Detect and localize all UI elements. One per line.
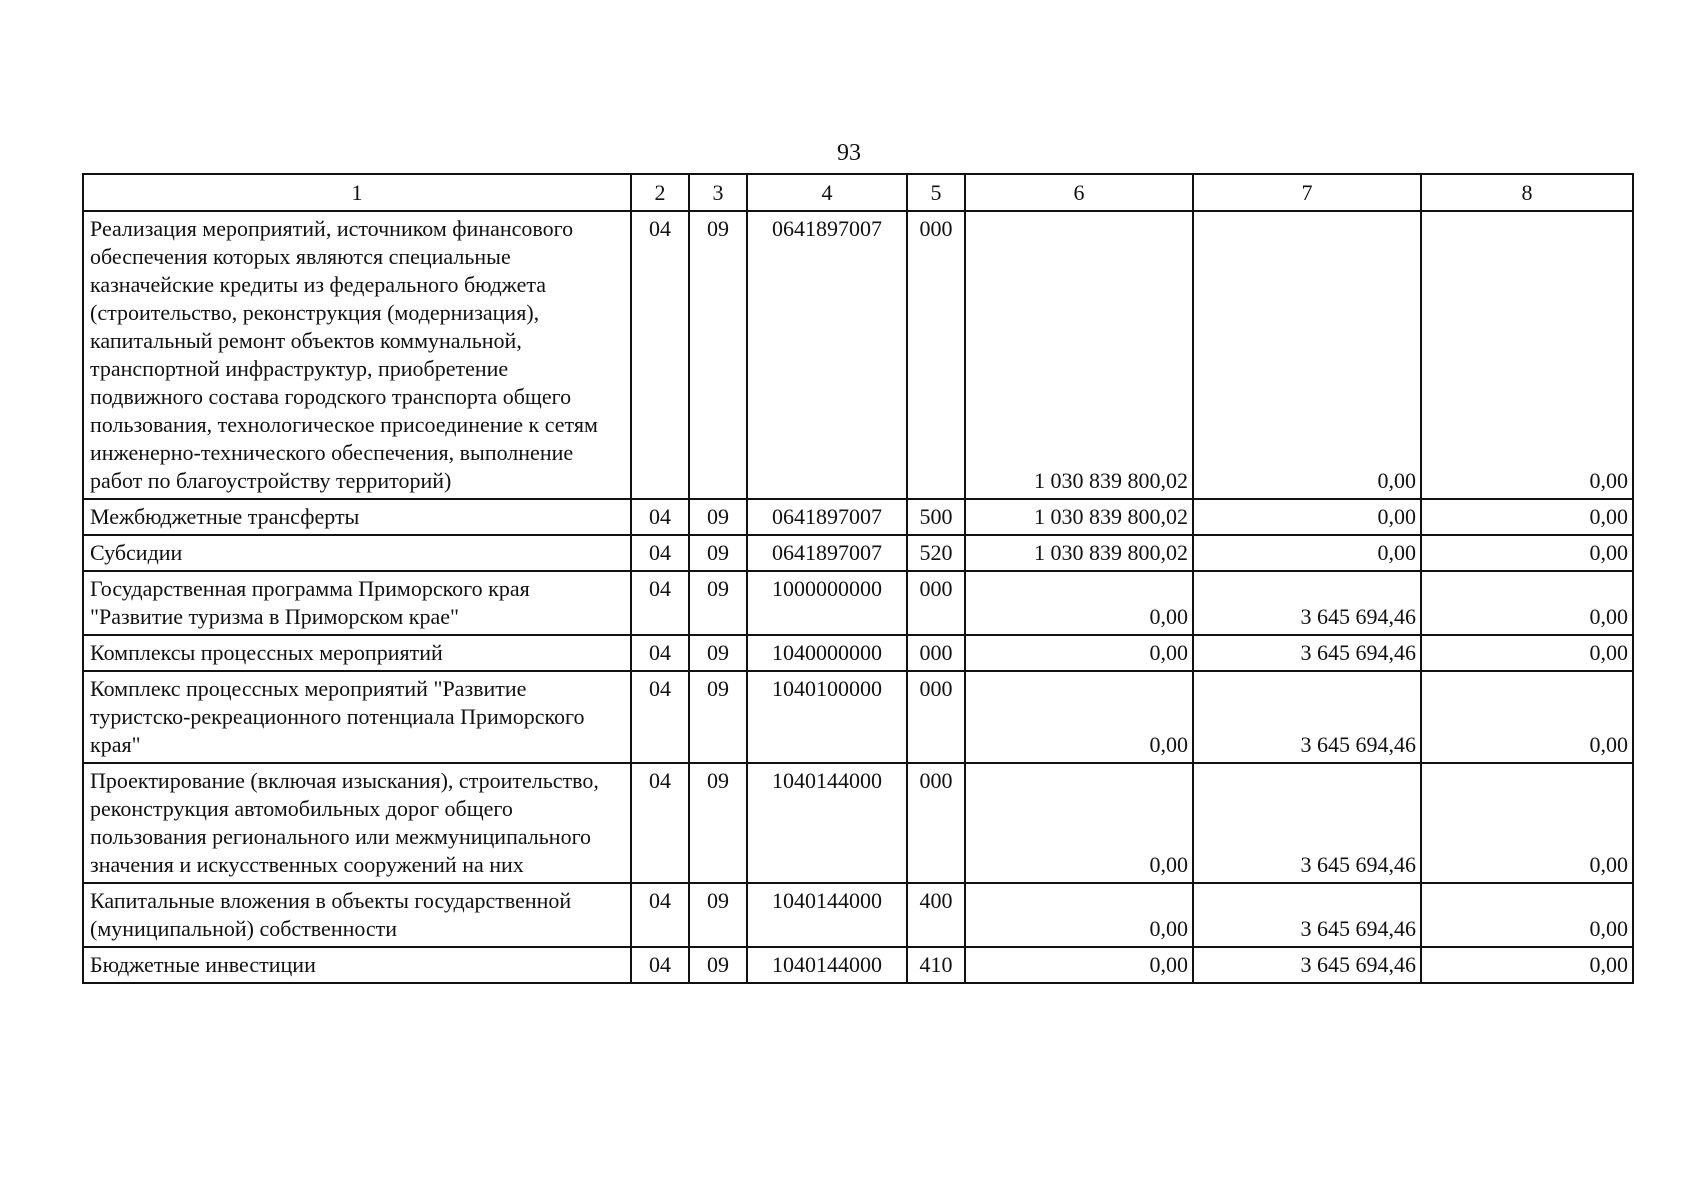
row-name: Проектирование (включая изыскания), строительство, реконструкция автомобильных дорог общего пользования регионального или межмуниципального значения и искусственных сооружений на них [83, 763, 631, 883]
amount-col8: 0,00 [1421, 763, 1633, 883]
amount-col6: 0,00 [965, 883, 1193, 947]
table-row [83, 211, 1633, 499]
table-row [83, 671, 1633, 763]
amount-col8: 0,00 [1421, 211, 1633, 499]
budget-table [82, 173, 1634, 984]
subsection-code: 09 [689, 763, 747, 883]
amount-col6: 0,00 [965, 947, 1193, 983]
expense-type-code: 000 [907, 671, 965, 763]
column-header: 6 [965, 174, 1193, 211]
table-row [83, 947, 1633, 983]
header-row [83, 174, 1633, 211]
target-article-code: 1040144000 [747, 883, 907, 947]
column-header: 8 [1421, 174, 1633, 211]
section-code: 04 [631, 211, 689, 499]
amount-col7: 0,00 [1193, 535, 1421, 571]
expense-type-code: 000 [907, 635, 965, 671]
amount-col7: 3 645 694,46 [1193, 763, 1421, 883]
column-header: 2 [631, 174, 689, 211]
page-number: 93 [837, 140, 861, 166]
table-row [83, 883, 1633, 947]
target-article-code: 0641897007 [747, 211, 907, 499]
section-code: 04 [631, 635, 689, 671]
target-article-code: 1040144000 [747, 947, 907, 983]
amount-col6: 1 030 839 800,02 [965, 211, 1193, 499]
column-header: 1 [83, 174, 631, 211]
target-article-code: 1040100000 [747, 671, 907, 763]
amount-col8: 0,00 [1421, 535, 1633, 571]
row-name: Комплексы процессных мероприятий [83, 635, 631, 671]
subsection-code: 09 [689, 211, 747, 499]
expense-type-code: 000 [907, 763, 965, 883]
amount-col6: 0,00 [965, 571, 1193, 635]
amount-col6: 1 030 839 800,02 [965, 499, 1193, 535]
row-name: Капитальные вложения в объекты государственной (муниципальной) собственности [83, 883, 631, 947]
amount-col8: 0,00 [1421, 947, 1633, 983]
section-code: 04 [631, 571, 689, 635]
expense-type-code: 000 [907, 571, 965, 635]
amount-col8: 0,00 [1421, 499, 1633, 535]
amount-col8: 0,00 [1421, 635, 1633, 671]
row-name: Реализация мероприятий, источником финансового обеспечения которых являются специальные казначейские кредиты из федерального бюджета (строительство, реконструкция (модернизация), капитальный ремонт объектов коммунальной, транспортной инфраструктур, приобретение подвижного состава городского транспорта общего пользования, технологическое присоединение к сетям инженерно-технического обеспечения, выполнение работ по благоустройству территорий) [83, 211, 631, 499]
amount-col6: 0,00 [965, 635, 1193, 671]
column-header: 3 [689, 174, 747, 211]
table-row [83, 535, 1633, 571]
table-row [83, 635, 1633, 671]
expense-type-code: 410 [907, 947, 965, 983]
section-code: 04 [631, 671, 689, 763]
row-name: Субсидии [83, 535, 631, 571]
expense-type-code: 000 [907, 211, 965, 499]
amount-col7: 3 645 694,46 [1193, 947, 1421, 983]
column-header: 7 [1193, 174, 1421, 211]
expense-type-code: 400 [907, 883, 965, 947]
section-code: 04 [631, 883, 689, 947]
amount-col7: 0,00 [1193, 211, 1421, 499]
expense-type-code: 500 [907, 499, 965, 535]
section-code: 04 [631, 499, 689, 535]
amount-col8: 0,00 [1421, 883, 1633, 947]
expense-type-code: 520 [907, 535, 965, 571]
target-article-code: 1040000000 [747, 635, 907, 671]
amount-col7: 3 645 694,46 [1193, 635, 1421, 671]
column-header: 5 [907, 174, 965, 211]
row-name: Комплекс процессных мероприятий "Развитие туристско-рекреационного потенциала Приморского края" [83, 671, 631, 763]
row-name: Государственная программа Приморского края "Развитие туризма в Приморском крае" [83, 571, 631, 635]
table-row [83, 571, 1633, 635]
amount-col8: 0,00 [1421, 571, 1633, 635]
table-row [83, 499, 1633, 535]
row-name: Межбюджетные трансферты [83, 499, 631, 535]
section-code: 04 [631, 947, 689, 983]
row-name: Бюджетные инвестиции [83, 947, 631, 983]
amount-col7: 0,00 [1193, 499, 1421, 535]
amount-col7: 3 645 694,46 [1193, 883, 1421, 947]
table-row [83, 763, 1633, 883]
subsection-code: 09 [689, 499, 747, 535]
subsection-code: 09 [689, 635, 747, 671]
amount-col7: 3 645 694,46 [1193, 571, 1421, 635]
subsection-code: 09 [689, 535, 747, 571]
subsection-code: 09 [689, 671, 747, 763]
amount-col8: 0,00 [1421, 671, 1633, 763]
section-code: 04 [631, 535, 689, 571]
target-article-code: 0641897007 [747, 535, 907, 571]
subsection-code: 09 [689, 883, 747, 947]
section-code: 04 [631, 763, 689, 883]
amount-col6: 0,00 [965, 671, 1193, 763]
column-header: 4 [747, 174, 907, 211]
target-article-code: 0641897007 [747, 499, 907, 535]
amount-col6: 1 030 839 800,02 [965, 535, 1193, 571]
target-article-code: 1000000000 [747, 571, 907, 635]
target-article-code: 1040144000 [747, 763, 907, 883]
amount-col6: 0,00 [965, 763, 1193, 883]
subsection-code: 09 [689, 947, 747, 983]
subsection-code: 09 [689, 571, 747, 635]
amount-col7: 3 645 694,46 [1193, 671, 1421, 763]
